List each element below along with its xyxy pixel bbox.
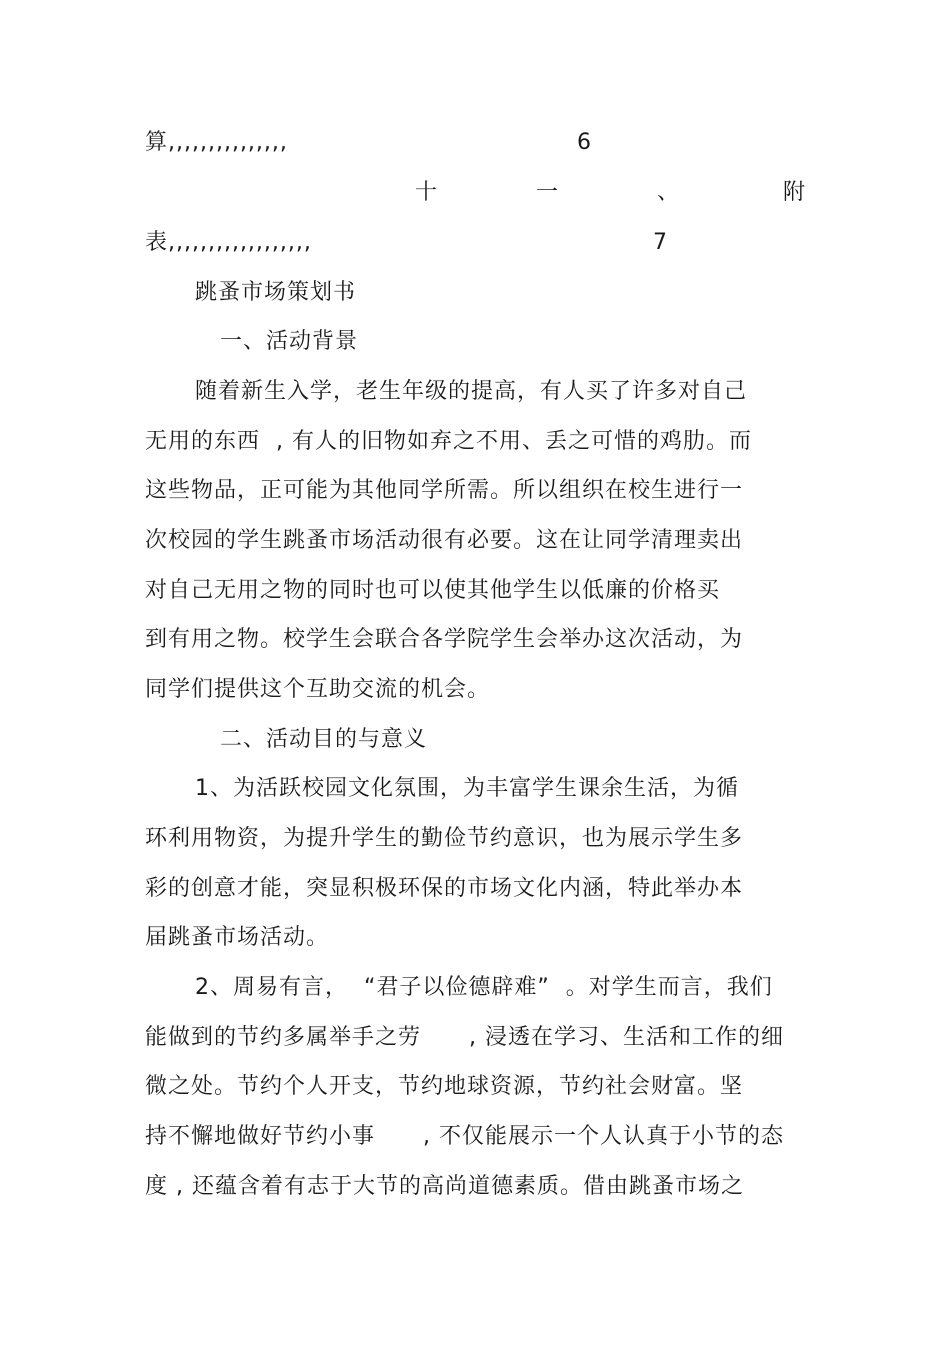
paragraph-line: 环利用物资，为提升学生的勤俭节约意识，也为展示学生多 (145, 826, 744, 851)
paragraph-line: 这些物品，正可能为其他同学所需。所以组织在校生进行一 (145, 478, 744, 503)
paragraph-line: 随着新生入学，老生年级的提高，有人买了许多对自己 (195, 379, 748, 404)
document-title: 跳蚤市场策划书 (195, 280, 357, 305)
toc-entry-budget: 算,,,,,,,,,,,,,,, (145, 130, 288, 155)
paragraph-line: 彩的创意才能，突显积极环保的市场文化内涵，特此举办本 (145, 876, 744, 901)
paragraph-line: 2、周易有言， “君子以俭德辟难” 。对学生而言，我们 (195, 975, 773, 1000)
paragraph-line: 届跳蚤市场活动。 (145, 925, 330, 950)
paragraph-line: 持不懈地做好节约小事 , 不仅能展示一个人认真于小节的态 (145, 1124, 784, 1149)
section-heading: 一、活动背景 (220, 329, 359, 354)
paragraph-line: 对自己无用之物的同时也可以使其他学生以低廉的价格买 (145, 578, 721, 603)
paragraph-line: 同学们提供这个互助交流的机会。 (145, 677, 491, 702)
toc-char: 一 (536, 180, 559, 205)
paragraph-line: 度 , 还蕴含着有志于大节的高尚道德素质。借由跳蚤市场之 (145, 1174, 744, 1199)
paragraph-line: 次校园的学生跳蚤市场活动很有必要。这在让同学清理卖出 (145, 528, 744, 553)
toc-page-number: 6 (577, 130, 591, 155)
toc-char: 、 (657, 180, 680, 205)
paragraph-line: 微之处。节约个人开支，节约地球资源，节约社会财富。坚 (145, 1074, 744, 1099)
toc-char: 十 (415, 180, 438, 205)
section-heading: 二、活动目的与意义 (220, 727, 428, 752)
toc-char: 附 (783, 180, 806, 205)
toc-page-number: 7 (653, 230, 667, 255)
paragraph-line: 无用的东西 , 有人的旧物如弃之不用、丢之可惜的鸡肋。而 (145, 429, 752, 454)
paragraph-line: 到有用之物。校学生会联合各学院学生会举办这次活动，为 (145, 627, 744, 652)
paragraph-line: 1、为活跃校园文化氛围，为丰富学生课余生活，为循 (195, 776, 739, 801)
toc-entry-appendix: 表,,,,,,,,,,,,,,,,,, (145, 230, 312, 255)
paragraph-line: 能做到的节约多属举手之劳 , 浸透在学习、生活和工作的细 (145, 1025, 784, 1050)
